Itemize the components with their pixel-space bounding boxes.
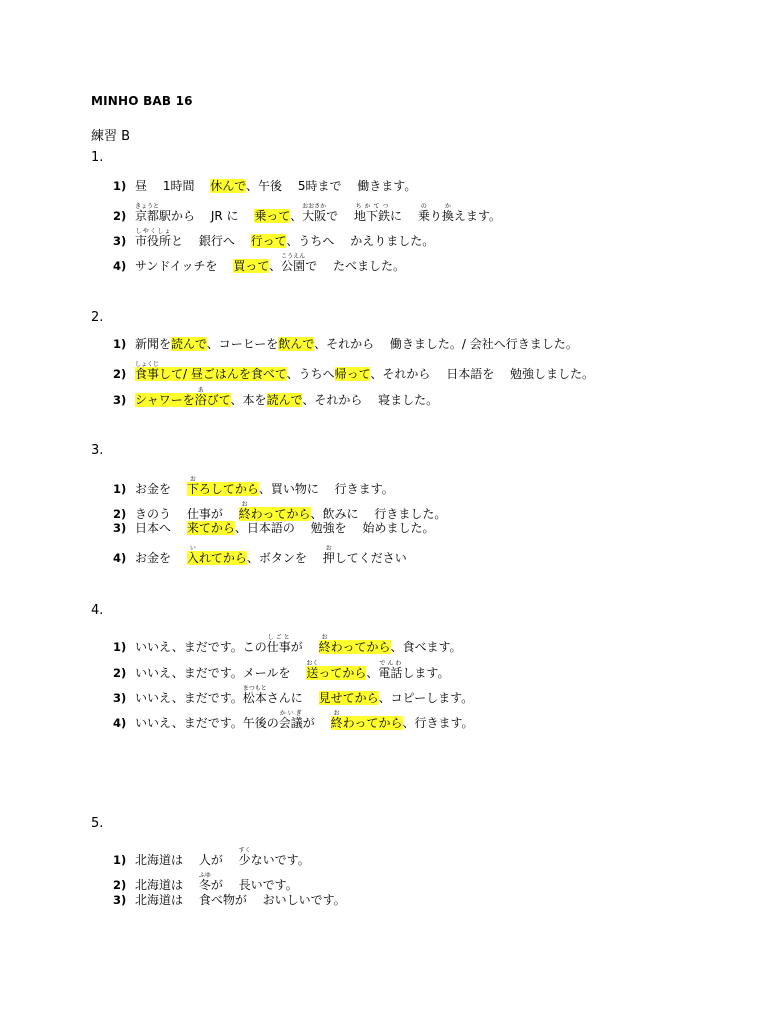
item-number: 4): [113, 716, 127, 730]
furigana-word: 浴あ: [194, 387, 207, 407]
furigana-word: 乗の: [417, 203, 430, 223]
furigana-reading: おく: [306, 660, 319, 667]
sentence-text: が: [290, 640, 319, 654]
highlighted-answer: 来てから: [186, 521, 235, 535]
exercise-item: [113, 336, 578, 352]
highlighted-answer: [330, 710, 343, 730]
item-number: 3): [113, 691, 127, 705]
highlighted-answer: 見せてから: [318, 691, 379, 705]
furigana-reading: お: [322, 545, 335, 552]
exercise-item: [113, 253, 405, 274]
item-number: 3): [113, 234, 127, 248]
exercise-item: [113, 476, 394, 497]
furigana-reading: こうえん: [281, 253, 306, 260]
furigana-word: 仕事しごと: [266, 634, 291, 654]
sentence-text: 北海道は 人が: [135, 853, 239, 867]
furigana-reading: ふゆ: [198, 872, 211, 879]
sentence-text: いいえ、まだです。メールを: [135, 666, 307, 680]
sentence-text: 日本へ: [135, 521, 187, 535]
exercise-item: [113, 872, 298, 893]
highlighted-answer: して/ 昼ごはんを食べて: [159, 367, 287, 381]
sentence-text: 、日本語の 勉強を 始めました。: [234, 521, 435, 535]
highlighted-answer: 読んで: [266, 393, 303, 407]
furigana-reading: かいぎ: [278, 710, 303, 717]
exercise-item: [113, 660, 449, 681]
sentence-text: いいえ、まだです。: [135, 691, 243, 705]
item-number: 3): [113, 893, 127, 907]
sentence-text: いいえ、まだです。午後の: [135, 716, 279, 730]
highlighted-answer: [186, 545, 199, 565]
sentence-text: お金を: [135, 551, 187, 565]
exercise-item: [113, 501, 446, 522]
furigana-word: 松本まつもと: [242, 685, 267, 705]
sentence-text: お金を: [135, 482, 187, 496]
sentence-text: り: [429, 209, 442, 223]
highlighted-answer: 飲んで: [278, 337, 315, 351]
sentence-text: [302, 203, 327, 223]
item-number: 2): [113, 507, 127, 521]
furigana-word: 換か: [441, 203, 454, 223]
sentence-text: 北海道は 食べ物が おいしいです。: [135, 893, 346, 907]
exercise-item: [113, 178, 416, 194]
item-number: 3): [113, 393, 127, 407]
sentence-text: [238, 847, 251, 867]
exercise-item: [113, 685, 473, 706]
sentence-text: で たべました。: [305, 259, 406, 273]
furigana-word: 終お: [318, 634, 331, 654]
sentence-text: [322, 545, 335, 565]
sentence-text: が 長いです。: [210, 878, 298, 892]
item-number: 2): [113, 878, 127, 892]
highlighted-answer: [135, 361, 160, 381]
furigana-word: 地下鉄ちかてつ: [353, 203, 390, 223]
exercise-item: [113, 710, 474, 731]
sentence-text: いいえ、まだです。この: [135, 640, 267, 654]
document-title: MINHO BAB 16: [91, 94, 193, 108]
highlighted-answer: 帰って: [334, 367, 371, 381]
sentence-text: 、: [290, 209, 303, 223]
sentence-text: 、: [366, 666, 379, 680]
highlighted-answer: わってから: [342, 716, 403, 730]
highlighted-answer: 乗って: [254, 209, 291, 223]
sentence-text: [266, 634, 291, 654]
sentence-text: 、うちへ かえりました。: [286, 234, 435, 248]
item-number: 1): [113, 640, 127, 654]
furigana-reading: の: [417, 203, 430, 210]
sentence-text: します。: [402, 666, 450, 680]
furigana-reading: ちかてつ: [353, 203, 390, 210]
sentence-text: [417, 203, 430, 223]
item-number: 4): [113, 259, 127, 273]
highlighted-answer: わってから: [330, 640, 391, 654]
furigana-word: 公園こうえん: [281, 253, 306, 273]
furigana-word: 送おく: [306, 660, 319, 680]
highlighted-answer: 買って: [233, 259, 270, 273]
furigana-word: 会議かいぎ: [278, 710, 303, 730]
furigana-reading: お: [330, 710, 343, 717]
exercise-item: [113, 847, 310, 868]
sentence-text: 新聞を: [135, 337, 172, 351]
furigana-word: 終お: [330, 710, 343, 730]
highlighted-answer: シャワーを: [135, 393, 195, 407]
section-number: 3.: [91, 443, 104, 458]
item-number: 1): [113, 179, 127, 193]
highlighted-answer: 読んで: [171, 337, 207, 351]
exercise-item: [113, 361, 594, 382]
furigana-reading: すく: [238, 847, 251, 854]
sentence-text: きのう 仕事が: [135, 507, 239, 521]
furigana-reading: おおさか: [302, 203, 327, 210]
furigana-word: 食事しょくじ: [135, 361, 160, 381]
furigana-word: 下お: [186, 476, 199, 496]
furigana-reading: か: [441, 203, 454, 210]
section-number: 4.: [91, 603, 104, 618]
furigana-reading: でんわ: [378, 660, 403, 667]
sentence-text: 、それから 働きました。/ 会社へ行きました。: [314, 337, 578, 351]
exercise-item: [113, 387, 438, 408]
highlighted-answer: [194, 387, 207, 407]
highlighted-answer: びて: [206, 393, 231, 407]
furigana-reading: お: [186, 476, 199, 483]
exercise-subtitle: 練習 B: [91, 129, 131, 144]
sentence-text: 、午後 5時まで 働きます。: [246, 179, 417, 193]
sentence-text: えます。: [453, 209, 501, 223]
sentence-text: 、飲みに 行きました。: [310, 507, 447, 521]
sentence-text: [198, 872, 211, 892]
item-number: 1): [113, 482, 127, 496]
furigana-reading: あ: [194, 387, 207, 394]
sentence-text: 、本を: [230, 393, 267, 407]
highlighted-answer: [186, 476, 199, 496]
furigana-reading: お: [238, 501, 251, 508]
sentence-text: [242, 685, 267, 705]
furigana-word: 入い: [186, 545, 199, 565]
furigana-reading: しょくじ: [135, 361, 160, 368]
exercise-item: [113, 203, 501, 224]
exercise-item: [113, 228, 434, 249]
highlighted-answer: [318, 634, 331, 654]
sentence-text: サンドイッチを: [135, 259, 234, 273]
sentence-text: と 銀行へ: [171, 234, 251, 248]
highlighted-answer: ってから: [318, 666, 367, 680]
sentence-text: が: [302, 716, 331, 730]
sentence-text: 、それから 寝ました。: [302, 393, 439, 407]
sentence-text: さんに: [266, 691, 319, 705]
highlighted-answer: わってから: [250, 507, 311, 521]
highlighted-answer: 休んで: [210, 179, 247, 193]
sentence-text: 昼 1時間: [135, 179, 211, 193]
furigana-reading: しやくしょ: [135, 228, 172, 235]
furigana-reading: お: [318, 634, 331, 641]
sentence-text: [378, 660, 403, 680]
furigana-reading: きょうと: [135, 203, 160, 210]
section-number: 1.: [91, 150, 104, 165]
furigana-reading: しごと: [266, 634, 291, 641]
sentence-text: してください: [334, 551, 407, 565]
section-number: 5.: [91, 816, 104, 831]
sentence-text: [353, 203, 390, 223]
sentence-text: 、買い物に 行きます。: [258, 482, 394, 496]
sentence-text: [281, 253, 306, 273]
exercise-item: [113, 634, 462, 655]
item-number: 2): [113, 666, 127, 680]
sentence-text: [441, 203, 454, 223]
highlighted-answer: [238, 501, 251, 521]
item-number: 2): [113, 367, 127, 381]
highlighted-answer: れてから: [198, 551, 247, 565]
sentence-text: 、コーヒーを: [206, 337, 279, 351]
sentence-text: 、食べます。: [390, 640, 462, 654]
highlighted-answer: 行って: [250, 234, 287, 248]
furigana-word: 終お: [238, 501, 251, 521]
sentence-text: 、行きます。: [402, 716, 474, 730]
furigana-word: 大阪おおさか: [302, 203, 327, 223]
highlighted-answer: [306, 660, 319, 680]
sentence-text: 駅から JR に: [159, 209, 255, 223]
furigana-word: 電話でんわ: [378, 660, 403, 680]
sentence-text: で: [326, 209, 354, 223]
section-number: 2.: [91, 310, 104, 325]
exercise-item: [113, 520, 434, 536]
item-number: 1): [113, 853, 127, 867]
item-number: 3): [113, 521, 127, 535]
item-number: 4): [113, 551, 127, 565]
sentence-text: ないです。: [250, 853, 310, 867]
furigana-reading: い: [186, 545, 199, 552]
exercise-item: [113, 545, 407, 566]
sentence-text: に: [389, 209, 418, 223]
furigana-reading: まつもと: [242, 685, 267, 692]
sentence-text: [135, 228, 172, 248]
item-number: 1): [113, 337, 127, 351]
sentence-text: [278, 710, 303, 730]
sentence-text: 、ボタンを: [246, 551, 323, 565]
item-number: 2): [113, 209, 127, 223]
sentence-text: 北海道は: [135, 878, 199, 892]
sentence-text: [135, 203, 160, 223]
sentence-text: 、うちへ: [286, 367, 335, 381]
furigana-word: 押お: [322, 545, 335, 565]
sentence-text: 、コピーします。: [378, 691, 474, 705]
furigana-word: 京都きょうと: [135, 203, 160, 223]
furigana-word: 市役所しやくしょ: [135, 228, 172, 248]
sentence-text: 、それから 日本語を 勉強しました。: [370, 367, 595, 381]
furigana-word: 少すく: [238, 847, 251, 867]
exercise-item: [113, 892, 346, 908]
sentence-text: 、: [269, 259, 282, 273]
furigana-word: 冬ふゆ: [198, 872, 211, 892]
highlighted-answer: ろしてから: [198, 482, 259, 496]
